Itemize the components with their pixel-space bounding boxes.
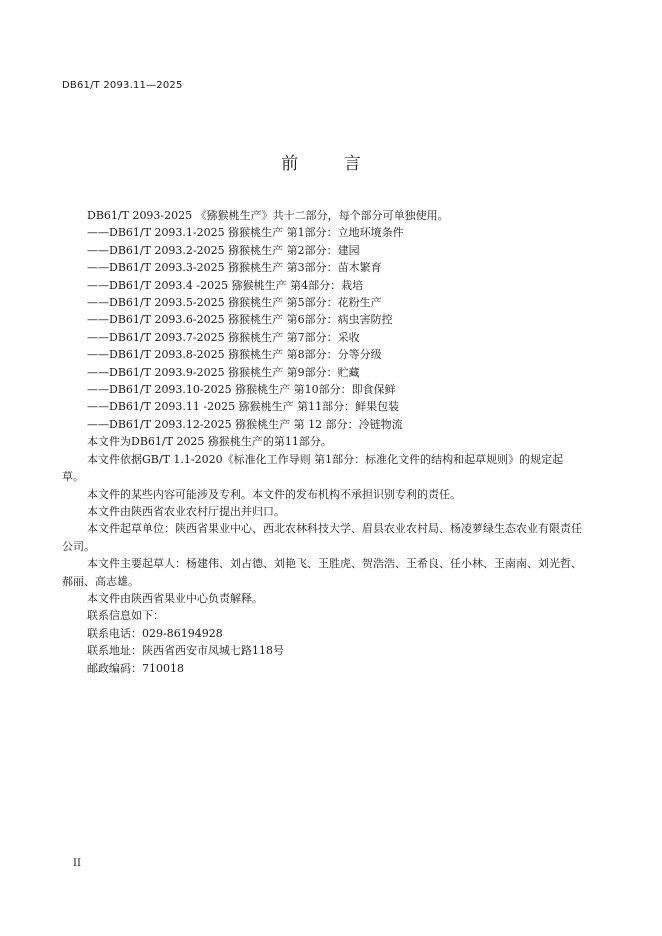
paragraph: 本文件由陕西省农业农村厅提出并归口。 bbox=[87, 504, 285, 518]
list-item: ——DB61/T 2093.11 -2025 猕猴桃生产 第11部分：鲜果包装 bbox=[87, 400, 400, 414]
list-item: ——DB61/T 2093.3-2025 猕猴桃生产 第3部分：苗木繁育 bbox=[87, 261, 382, 275]
paragraph: 本文件由陕西省果业中心负责解释。 bbox=[87, 591, 263, 605]
paragraph: DB61/T 2093-2025 《猕猴桃生产》共十二部分，每个部分可单独使用。 bbox=[87, 209, 449, 222]
list-item: ——DB61/T 2093.1-2025 猕猴桃生产 第1部分：立地环境条件 bbox=[87, 226, 404, 240]
page-number: II bbox=[73, 858, 81, 869]
list-item: ——DB61/T 2093.8-2025 猕猴桃生产 第8部分：分等分级 bbox=[87, 348, 382, 362]
list-item: ——DB61/T 2093.6-2025 猕猴桃生产 第6部分：病虫害防控 bbox=[87, 313, 393, 327]
list-item: ——DB61/T 2093.5-2025 猕猴桃生产 第5部分：花粉生产 bbox=[87, 296, 382, 310]
list-item: ——DB61/T 2093.10-2025 猕猴桃生产 第10部分：即食保鲜 bbox=[87, 383, 396, 397]
list-item: ——DB61/T 2093.9-2025 猕猴桃生产 第9部分：贮藏 bbox=[87, 365, 360, 379]
foreword-body bbox=[62, 207, 584, 677]
paragraph: 联系地址：陕西省西安市凤城七路118号 bbox=[87, 644, 284, 658]
paragraph: 邮政编码：710018 bbox=[87, 661, 184, 675]
paragraph: 本文件依据GB/T 1.1-2020《标准化工作导则 第1部分：标准化文件的结构和起草规则》的规定起草。 bbox=[62, 452, 564, 484]
paragraph: 本文件为DB61/T 2025 猕猴桃生产的第11部分。 bbox=[87, 435, 332, 449]
paragraph: 联系电话：029-86194928 bbox=[87, 626, 223, 640]
paragraph: 联系信息如下： bbox=[87, 609, 164, 623]
list-item: ——DB61/T 2093.12-2025 猕猴桃生产 第 12 部分：冷链物流 bbox=[87, 417, 403, 431]
document-code-header: DB61/T 2093.11—2025 bbox=[62, 80, 183, 91]
list-item: ——DB61/T 2093.4 -2025 猕猴桃生产 第4部分：栽培 bbox=[87, 278, 364, 292]
paragraph: 本文件的某些内容可能涉及专利。本文件的发布机构不承担识别专利的责任。 bbox=[87, 487, 461, 501]
list-item: ——DB61/T 2093.2-2025 猕猴桃生产 第2部分：建园 bbox=[87, 243, 360, 257]
paragraph: 本文件主要起草人：杨建伟、刘占德、刘艳飞、王胜虎、贺浩浩、王希良、任小林、王南南、刘光哲、郝丽、高志雄。 bbox=[62, 557, 582, 588]
page-title: 前 言 bbox=[281, 154, 381, 174]
paragraph: 本文件起草单位：陕西省果业中心、西北农林科技大学、眉县农业农村局、杨凌萝绿生态农业有限责任公司。 bbox=[62, 522, 582, 553]
list-item: ——DB61/T 2093.7-2025 猕猴桃生产 第7部分：采收 bbox=[87, 330, 360, 344]
